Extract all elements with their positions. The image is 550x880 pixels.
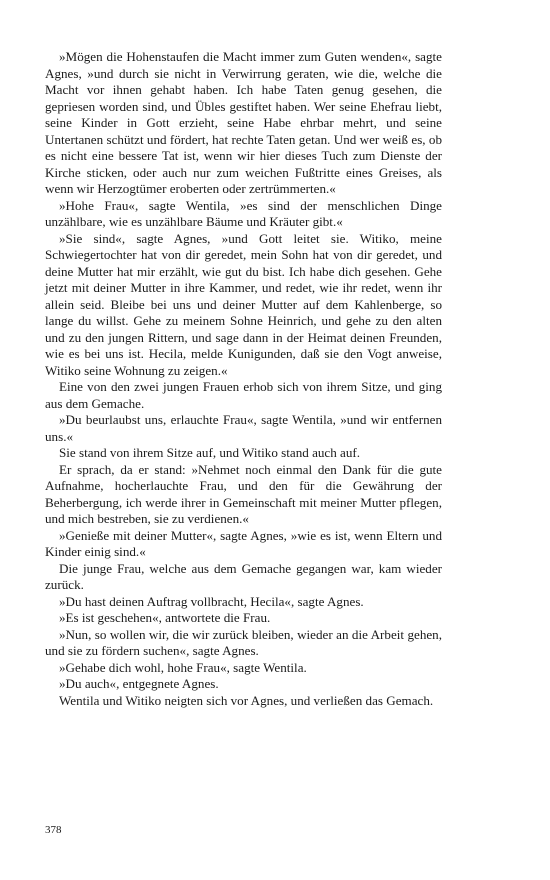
paragraph: Sie stand von ihrem Sitze auf, und Witiko stand auch auf. — [59, 445, 361, 460]
paragraph: »Du beurlaubst uns, erlauchte Frau«, sagte Wentila, »und wir entfernen uns.« — [45, 412, 442, 444]
paragraph: »Du hast deinen Auftrag vollbracht, Hecila«, sagte Agnes. — [59, 593, 364, 609]
paragraph: Die junge Frau, welche aus dem Gemache gegangen war, kam wieder zurück. — [45, 560, 442, 592]
paragraph: Wentila und Witiko neigten sich vor Agnes, und verließen das Gemach. — [59, 692, 434, 708]
page-number: 378 — [45, 824, 62, 836]
paragraph: »Hohe Frau«, sagte Wentila, »es sind der menschlichen Dinge unzählbare, wie es unzählbare Bäume und Kräuter gibt.« — [45, 197, 442, 229]
paragraph: »Sie sind«, sagte Agnes, »und Gott leitet sie. Witiko, meine Schwiegertochter hat von dir geredet, mein Sohn hat von dir geredet, und deine Mutter hat mir erzählt, wie gut du bist. Ich habe dich gesehen. Gehe jetzt mit deiner Mutter in ihre Kammer, und redet, wie ihr redet, wenn ihr allein seid. Bleibe bei uns und deiner Mutter auf dem Kahlenberge, so lange du willst. Gehe zu meinem Sohne Heinrich, und gehe zu den alten und zu den jungen Rittern, und sage dann in der Heimat deinen Freunden, wie es bei uns ist. Hecila, melde Kunigunden, daß sie den Vogt anweise, Witiko seine Wohnung zu zeigen.« — [45, 230, 442, 378]
paragraph: »Nun, so wollen wir, die wir zurück bleiben, wieder an die Arbeit gehen, und sie zu fördern suchen«, sagte Agnes. — [45, 626, 442, 658]
paragraph: Er sprach, da er stand: »Nehmet noch einmal den Dank für die gute Aufnahme, hocherlauchte Frau, und den für die Gewährung der Beherbergung, ich werde ihrer in Gemeinschaft mit meiner Mutter pflegen, und mich bestreben, sie zu verdienen.« — [45, 461, 442, 526]
page-body — [45, 49, 442, 709]
paragraph: »Du auch«, entgegnete Agnes. — [59, 676, 219, 691]
paragraph: Eine von den zwei jungen Frauen erhob sich von ihrem Sitze, und ging aus dem Gemache. — [45, 379, 442, 411]
paragraph: »Es ist geschehen«, antwortete die Frau. — [59, 610, 271, 625]
paragraph: »Genieße mit deiner Mutter«, sagte Agnes, »wie es ist, wenn Eltern und Kinder einig sind.« — [45, 527, 442, 559]
paragraph: »Gehabe dich wohl, hohe Frau«, sagte Wentila. — [59, 659, 307, 675]
paragraph: »Mögen die Hohenstaufen die Macht immer zum Guten wenden«, sagte Agnes, »und durch sie nicht in Verwirrung geraten, wie die, welche die Macht vor ihnen gehabt haben. Ich habe Taten genug gesehen, die gepriesen worden sind, und Übles gestiftet haben. Wer seine Ehefrau liebt, seine Kinder in Gott erzieht, seine Habe ehrbar mehrt, und seine Untertanen schützt und fördert, hat rechte Taten getan. Und wer weiß es, ob es nicht eine bessere Tat ist, wenn wir hier dieses Tuch zum Dienste der Kirche sticken, oder auch nur zum weichen Fußtritte eines Greises, als wenn wir Herzogtümer eroberten oder zertrümmerten.« — [45, 49, 442, 196]
